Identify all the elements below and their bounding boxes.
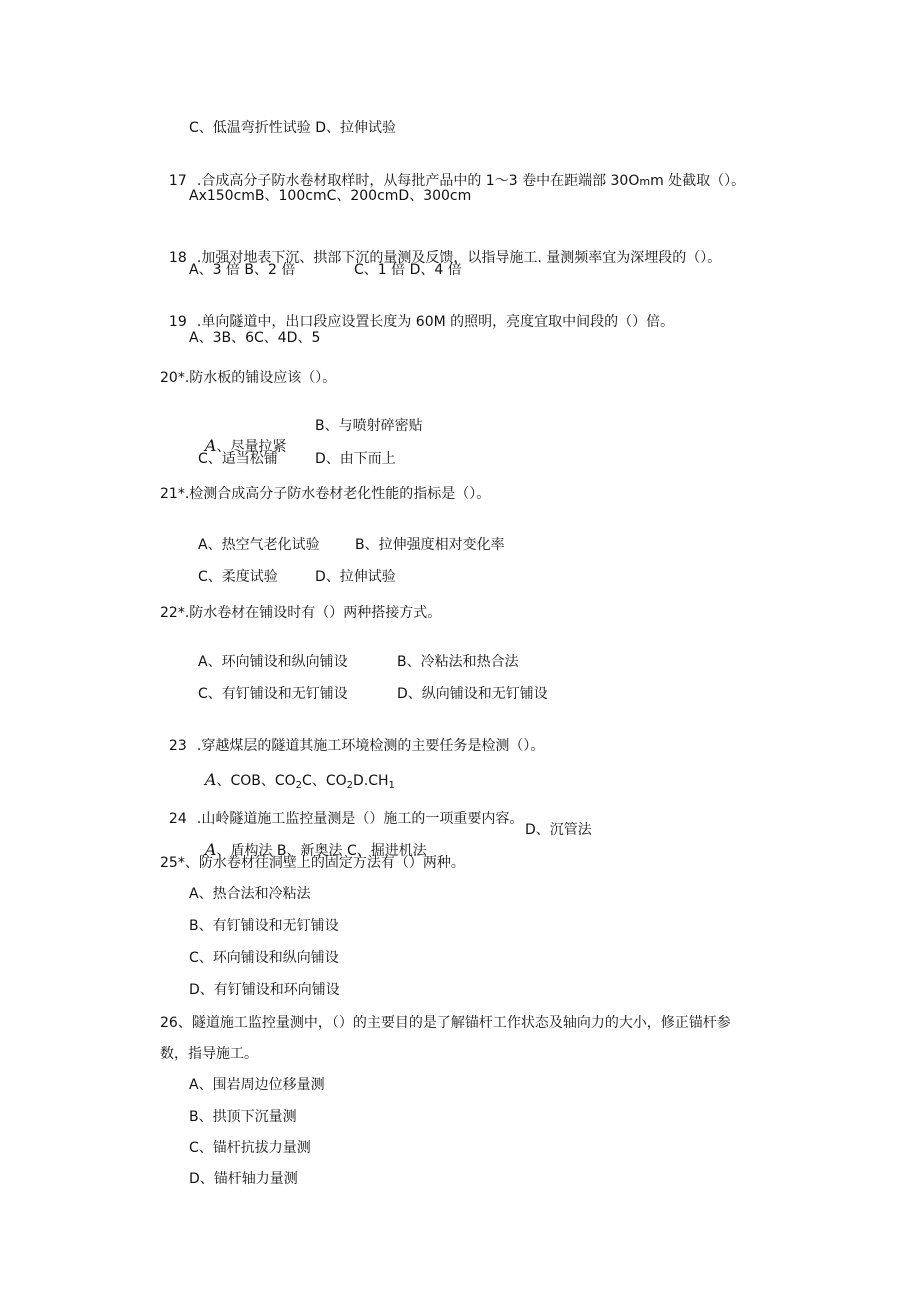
question-16-options-cd: C、低温弯折性试验 D、拉伸试验 xyxy=(189,120,397,136)
question-number: 24 xyxy=(168,811,187,827)
question-22: 22*.防水卷材在铺设时有（）两种搭接方式。 xyxy=(160,605,442,621)
question-number: 17 xyxy=(168,173,187,189)
option-text: 、盾构法 B、新奥法 C、掘进机法 xyxy=(216,843,427,859)
question-text: .单向隧道中，出口段应设置长度为 60M 的照明，亮度宜取中间段的（）倍。 xyxy=(196,314,675,330)
question-22-option-d: D、纵向铺设和无钉铺设 xyxy=(397,686,548,702)
question-26-option-b: B、拱顶下沉量测 xyxy=(189,1109,297,1125)
option-text: D.CH xyxy=(353,773,389,789)
question-18-options-cd: C、1 倍 D、4 倍 xyxy=(354,262,462,278)
question-text-end: m 处截取（）。 xyxy=(650,173,746,189)
question-25-option-a: A、热合法和冷粘法 xyxy=(189,886,311,902)
question-20-option-b: B、与喷射碎密贴 xyxy=(315,418,423,434)
question-18-options-ab: A、3 倍 B、2 倍 xyxy=(189,262,296,278)
question-19 xyxy=(160,292,674,332)
question-26-option-a: A、围岩周边位移量测 xyxy=(189,1077,325,1093)
question-number: 18 xyxy=(168,250,187,266)
question-17-options: Ax150cmB、100cmC、200cmD、300cm xyxy=(189,188,472,204)
option-text: 、尽量拉紧 xyxy=(216,439,287,455)
question-20-option-d: D、由下而上 xyxy=(315,451,396,467)
question-25-option-b: B、有钉铺设和无钉铺设 xyxy=(189,918,339,934)
question-text: .穿越煤层的隧道其施工环境检测的主要任务是检测（）。 xyxy=(196,738,545,754)
question-21: 21*.检测合成高分子防水卷材老化性能的指标是（）。 xyxy=(160,486,491,502)
option-letter: A xyxy=(204,436,217,455)
question-21-option-a: A、热空气老化试验 xyxy=(198,537,320,553)
question-22-option-c: C、有钉铺设和无钉铺设 xyxy=(198,686,348,702)
option-letter: A xyxy=(204,770,217,789)
subscript: 2 xyxy=(346,780,353,791)
question-25-option-c: C、环向铺设和纵向铺设 xyxy=(189,950,339,966)
question-20-option-c: C、适当松铺 xyxy=(198,451,278,467)
question-21-option-d: D、拉伸试验 xyxy=(315,569,396,585)
question-text-subscript: m xyxy=(639,175,651,188)
option-letter: A xyxy=(204,840,217,859)
question-text: .山岭隧道施工监控量测是（）施工的一项重要内容。 xyxy=(196,811,524,827)
question-22-option-b: B、冷粘法和热合法 xyxy=(397,654,519,670)
question-number: 23 xyxy=(168,738,187,754)
option-text: C、CO xyxy=(302,773,347,789)
question-21-option-c: C、柔度试验 xyxy=(198,569,278,585)
question-text: .加强对地表下沉、拱部下沉的量测及反馈，以指导施工. 量测频率宜为深埋段的（）。 xyxy=(196,250,722,266)
subscript: 1 xyxy=(388,780,395,791)
question-26-continued: 数，指导施工。 xyxy=(160,1046,258,1062)
question-19-options: A、3B、6C、4D、5 xyxy=(189,330,321,346)
option-text: 、COB、CO xyxy=(216,773,296,789)
question-26-option-d: D、锚杆轴力量测 xyxy=(189,1171,298,1187)
question-26: 26、隧道施工监控量测中，（）的主要目的是了解锚杆工作状态及轴向力的大小，修正锚杆参 xyxy=(160,1015,731,1031)
question-text: .合成高分子防水卷材取样时，从每批产品中的 1～3 卷中在距端部 30O xyxy=(196,173,640,189)
question-22-option-a: A、环向铺设和纵向铺设 xyxy=(198,654,348,670)
question-24-option-d: D、沉管法 xyxy=(525,822,592,838)
question-21-option-b: B、拉伸强度相对变化率 xyxy=(355,537,505,553)
question-25: 25*、防水卷材往洞壁上的固定方法有（）两种。 xyxy=(160,855,465,871)
subscript: 2 xyxy=(295,780,303,791)
question-25-option-d: D、有钉铺设和环向铺设 xyxy=(189,982,340,998)
question-20: 20*.防水板的铺设应该（）。 xyxy=(160,370,337,386)
question-26-option-c: C、锚杆抗拔力量测 xyxy=(189,1140,311,1156)
question-number: 19 xyxy=(168,314,187,330)
